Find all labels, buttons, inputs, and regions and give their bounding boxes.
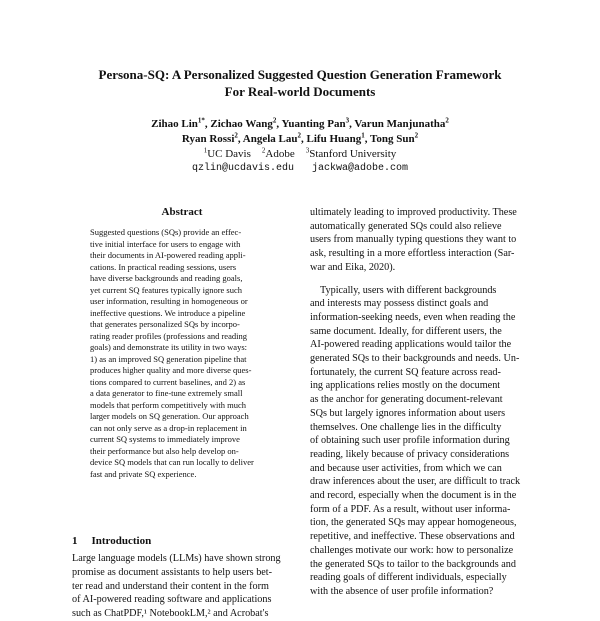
body-line: war and Eika, 2020). [310,261,396,273]
body-line: repetitive, and ineffective. These observations and [310,531,515,543]
affiliation-mark: 2 [261,146,266,155]
body-line: challenges motivate our work: how to personalize [310,544,514,556]
title-line-2: For Real-world Documents [224,84,376,99]
email: qzlin@ucdavis.edu [191,163,294,174]
author-mark: 3 [345,116,350,125]
affiliation-name: Adobe [265,148,295,160]
body-line: of obtaining such user profile information during [310,435,510,447]
body-line: AI-powered reading applications would tailor the [310,339,512,351]
paper-title [40,66,560,100]
title-line-1: Persona-SQ: A Personalized Suggested Question Generation Framework [98,67,502,82]
body-line: ing applications relies mostly on the document [310,380,501,392]
author-name: Yuanting Pan [281,118,346,130]
abstract-line: models that perform competitively with much [90,399,247,410]
abstract-line: tions compared to current baselines, and 2) as [90,376,246,387]
abstract-line: can not only serve as a drop-in replacement in [90,422,247,433]
body-line: same document. Ideally, for different users, the [310,325,502,337]
affiliation-mark: 1 [203,146,208,155]
abstract-line: 1) as an improved SQ generation pipeline that [90,353,247,364]
body-line: generated SQs to their backgrounds and needs. Un- [310,353,520,365]
body-line: tion, the generated SQs may appear homogeneous, [310,517,517,529]
section-heading [72,535,151,547]
body-line: ultimately leading to improved productivity. These [310,207,517,218]
abstract-line: cations. In practical reading sessions, users [90,261,237,272]
intro-line: such as ChatPDF,¹ NotebookLM,² and Acrobat's [72,608,269,620]
author-name: Zichao Wang [210,118,273,130]
abstract-line: their performance but also help develop on- [90,445,239,456]
body-line: form of a PDF. As a result, without user informa- [310,503,511,515]
body-line: themselves. One challenge lies in the difficulty [310,421,502,433]
affiliation-mark: 3 [305,146,310,155]
body-line: and record, especially when the document is in the [310,490,517,502]
abstract-line: yet current SQ features typically ignore such [90,284,243,295]
abstract-line: device SQ models that can run locally to deliver [90,457,254,467]
author-line-1: Zihao Lin$^{1*}$, Zichao Wang$^2$, Yuanting Pan$^3$, Varun Manjunatha$^2$ [151,116,449,130]
abstract-line: have diverse backgrounds and reading goals, [90,273,243,283]
body-line: and because user activities, from which we can [310,462,502,474]
email-list [60,162,540,176]
email: jackwa@adobe.com [312,163,409,174]
intro-line: Large language models (LLMs) have shown strong [72,553,281,564]
author-name: Zihao Lin [151,118,198,130]
author-name: Angela Lau [242,133,298,145]
body-line: reading goals of different individuals, especially [310,572,507,584]
body-line: users from manually typing questions they want to [310,234,517,246]
abstract-line: a data generator to fine-tune extremely small [90,388,243,398]
author-mark: 2 [414,131,419,140]
body-line: as the anchor for generating document-relevant [310,394,503,406]
author-name: Varun Manjunatha [354,118,446,130]
abstract-line: fast and private SQ experience. [90,468,197,479]
body-line: information-seeking needs, even when reading the [310,311,516,323]
abstract-body [90,227,276,480]
abstract-line: their documents in AI-powered reading appli- [90,250,246,260]
body-line: ask, resulting in a more effortless interaction (Sar- [310,248,515,260]
author-name: Tong Sun [370,133,415,145]
author-list [60,117,540,147]
author-name: Lifu Huang [306,133,362,145]
abstract-line: ineffective questions. We introduce a pipeline [90,307,246,318]
abstract-line: Suggested questions (SQs) provide an effec- [90,227,242,237]
body-line: draw inferences about the user, are difficult to track [310,476,521,488]
intro-line: ter read and understand their content in the form [72,580,269,592]
intro-line: promise as document assistants to help users bet- [72,566,273,578]
body-line: fortunately, the current SQ feature across read- [310,366,501,378]
author-mark: 2 [234,131,238,140]
author-mark: 2 [297,131,302,140]
right-column [310,206,535,599]
author-name: Ryan Rossi [181,133,235,145]
abstract-line: rating reader profiles (professions and reading [90,330,247,341]
abstract-line: produces higher quality and more diverse ques- [90,365,252,375]
abstract-line: that generates personalized SQs by incorpo- [90,319,240,329]
author-mark: 1 [361,131,365,140]
intro-body [72,552,294,621]
affiliations [60,147,540,162]
body-line: Typically, users with different backgrounds [320,284,497,296]
author-line-2: Ryan Rossi$^2$, Angela Lau$^2$, Lifu Huang$^1$, Tong Sun$^2$ [181,131,419,145]
author-mark: 1* [197,116,205,125]
section-number: 1 [72,535,78,547]
body-line: SQs but largely ignores information about users [310,407,506,419]
abstract-line: user information, resulting in homogeneous or [90,296,248,306]
body-line: and interests may possess distinct goals and [310,298,489,310]
body-line: reading, likely because of privacy considerations [310,448,510,460]
intro-line: of AI-powered reading software and applications [72,594,272,606]
abstract-heading: Abstract [161,206,203,218]
body-line: automatically generated SQs could also relieve [310,220,502,232]
abstract-line: current SQ systems to immediately improve [90,434,240,444]
abstract-line: tive initial interface for users to engage with [90,238,241,249]
abstract-line: larger models on SQ generation. Our approach [90,411,249,421]
body-line: the generated SQs to tailor to the backgrounds and [310,558,516,570]
abstract-line: goals) and demonstrate its utility in two ways: [90,342,247,352]
author-mark: 2 [272,116,277,125]
body-line: with the absence of user profile information? [310,585,494,597]
affiliation-name: Stanford University [309,148,397,160]
affiliation-name: UC Davis [207,148,251,160]
author-mark: 2 [445,116,449,125]
section-title: Introduction [91,535,152,547]
